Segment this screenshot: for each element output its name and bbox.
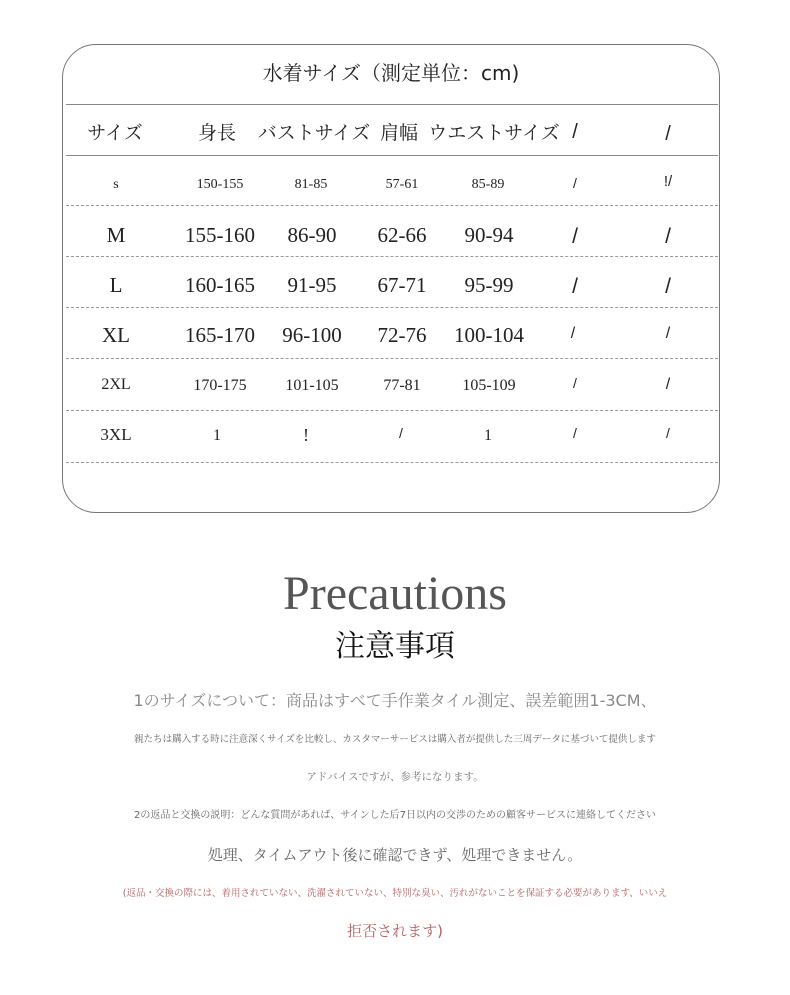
header-height: 身長 — [197, 122, 237, 144]
note-size-measurement: 1のサイズについて：商品はすべて手作業タイル測定、誤差範囲1-3CM、 — [133, 691, 657, 710]
divider — [66, 256, 718, 257]
cell-size: s — [113, 177, 119, 192]
cell-height: 165-170 — [185, 323, 255, 347]
cell-waist: 90-94 — [464, 223, 514, 247]
cell-size: L — [109, 273, 123, 297]
precautions-title: Precautions — [283, 567, 507, 620]
cell-shoulder: / — [399, 425, 403, 441]
cell-waist: 1 — [484, 427, 492, 444]
note-rejected: 拒否されます) — [347, 922, 443, 940]
cell-blank: / — [665, 225, 671, 248]
cell-shoulder: 67-71 — [377, 273, 427, 297]
note-return-exchange: 2の返品と交換の説明：どんな質問があれば、サインした后7日以内の交渉のための顧客サービスに連絡してください — [133, 810, 657, 821]
cell-waist: 85-89 — [471, 177, 505, 192]
cell-shoulder: 62-66 — [377, 223, 427, 247]
cell-waist: 100-104 — [454, 323, 524, 347]
header-size: サイズ — [87, 122, 143, 144]
cell-waist: 105-109 — [462, 377, 516, 394]
cell-blank: / — [570, 325, 576, 342]
header-blank: / — [665, 123, 671, 145]
cell-blank: / — [573, 425, 577, 441]
cell-bust: 96-100 — [282, 323, 342, 347]
divider — [66, 307, 718, 308]
note-return-conditions: (返品・交換の際には、着用されていない、洗濯されていない、特別な臭い、汚れがないことを保証する必要があります、いいえ — [122, 888, 668, 899]
divider — [66, 462, 718, 463]
size-chart-title: 水着サイズ（測定単位：cm) — [262, 61, 520, 85]
header-waist: ウエストサイズ — [428, 122, 560, 144]
divider — [66, 104, 718, 105]
divider — [66, 410, 718, 411]
cell-height: 150-155 — [196, 177, 244, 192]
note-advice: アドバイスですが、参考になります。 — [306, 771, 484, 783]
cell-blank: / — [572, 275, 578, 298]
cell-shoulder: 57-61 — [385, 177, 419, 192]
cell-blank: / — [665, 376, 671, 393]
cell-bust: 86-90 — [287, 223, 337, 247]
divider — [66, 155, 718, 156]
cell-blank: / — [573, 375, 577, 391]
cell-height: 1 — [213, 427, 221, 444]
cell-height: 155-160 — [185, 223, 255, 247]
cell-blank: / — [666, 425, 670, 441]
cell-bust: ! — [303, 425, 309, 445]
cell-bust: 101-105 — [285, 377, 339, 394]
cell-height: 160-165 — [185, 273, 255, 297]
cell-shoulder: 77-81 — [383, 377, 421, 394]
cell-size: 2XL — [101, 376, 131, 393]
cell-blank: / — [573, 175, 577, 191]
cell-blank: / — [665, 275, 671, 298]
cell-blank: / — [665, 325, 671, 342]
cell-height: 170-175 — [193, 377, 247, 394]
cell-shoulder: 72-76 — [377, 323, 427, 347]
cell-size: XL — [102, 323, 130, 347]
cell-size: 3XL — [100, 425, 132, 444]
cell-bust: 81-85 — [294, 177, 328, 192]
size-chart-card — [62, 44, 720, 513]
cell-waist: 95-99 — [464, 273, 514, 297]
cell-blank: / — [572, 225, 578, 248]
note-timeout: 処理、タイムアウト後に確認できず、処理できません。 — [207, 846, 583, 864]
cell-blank: !/ — [663, 173, 673, 190]
header-bust: バストサイズ — [257, 122, 371, 144]
precautions-subtitle: 注意事項 — [335, 629, 455, 664]
header-blank: / — [572, 121, 578, 143]
header-shoulder: 肩幅 — [379, 122, 419, 144]
cell-size: M — [106, 223, 126, 247]
note-compare-sizes: 親たちは購入する時に注意深くサイズを比較し、カスタマーサービスは購入者が提供した三周データに基づいて提供します — [134, 734, 656, 745]
divider — [66, 205, 718, 206]
divider — [66, 358, 718, 359]
cell-bust: 91-95 — [287, 273, 337, 297]
